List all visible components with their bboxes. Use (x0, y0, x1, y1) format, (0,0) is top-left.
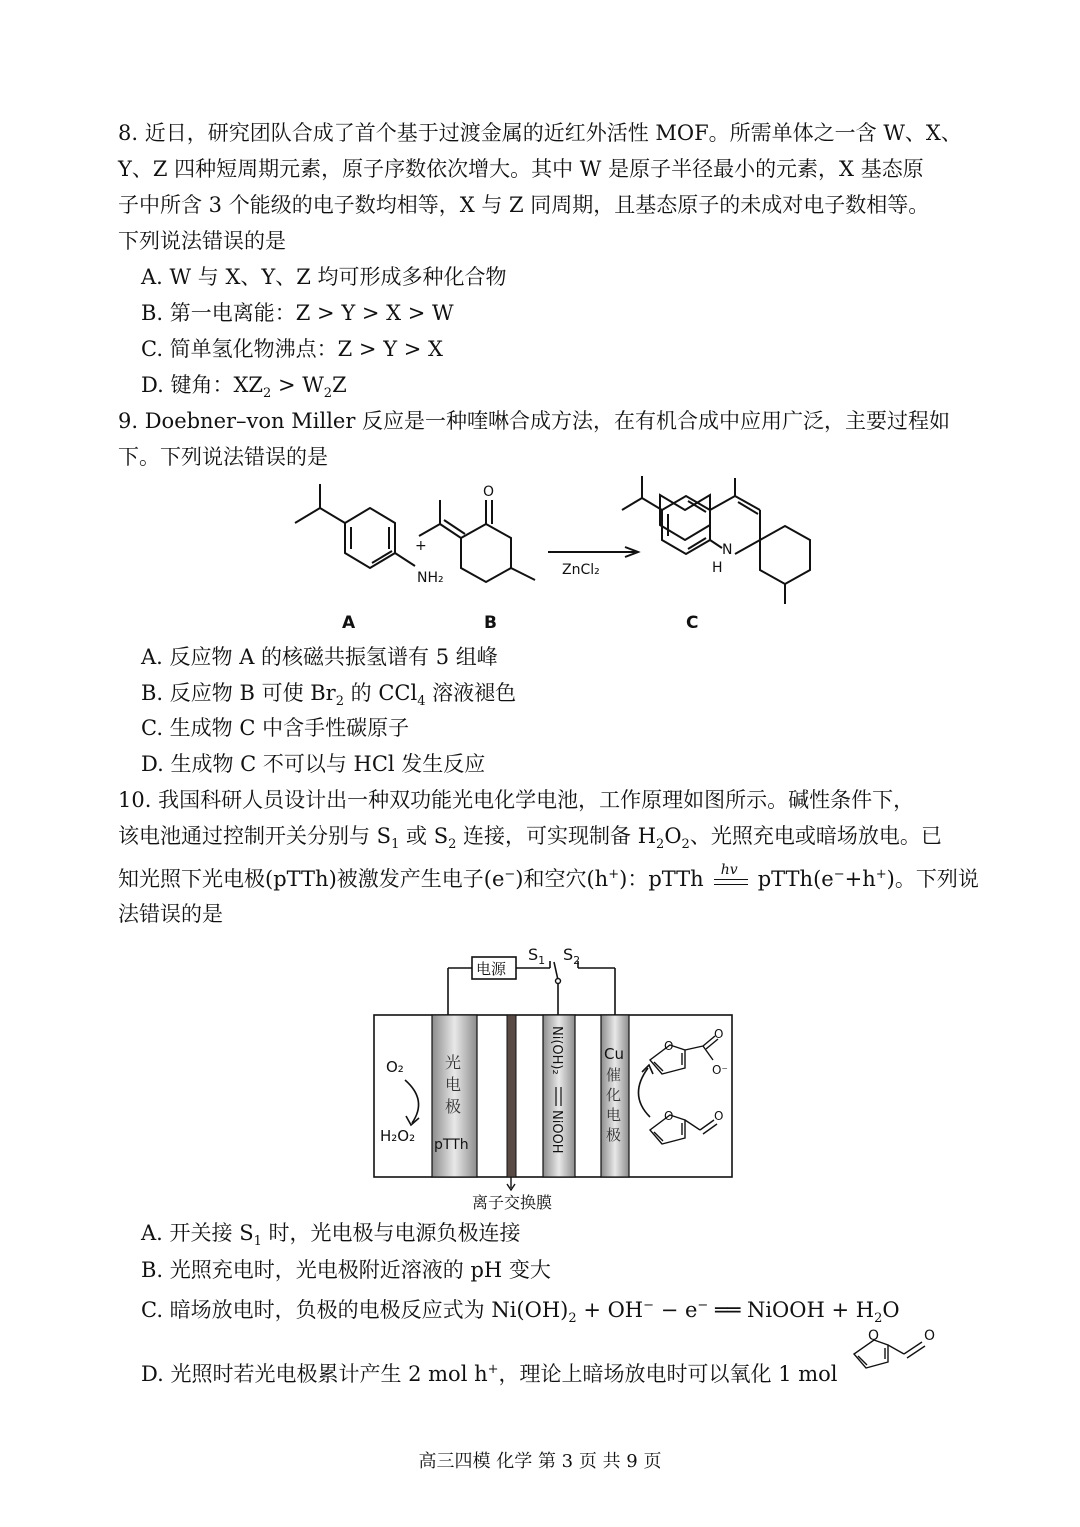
cu-catalyst-label-3: 电 (606, 1106, 622, 1124)
cu-catalyst-label-2: 化 (606, 1086, 622, 1104)
svg-text:O: O (924, 1328, 936, 1344)
power-source-label: 电源 (476, 960, 507, 978)
h-label: H (712, 560, 723, 576)
photo-excitation-equals: hv (714, 871, 748, 891)
membrane-label: 离子交换膜 (472, 1193, 553, 1212)
h2o2-label: H₂O₂ (380, 1127, 416, 1145)
nioh2-label: Ni(OH)₂ (549, 1026, 564, 1075)
svg-text:O: O (868, 1328, 880, 1344)
photo-electrode-label-3: 极 (445, 1097, 462, 1116)
q9-option-b: B. 反应物 B 可使 $Br_2$ 的 CCl$_4$ 溶液褪色 (141, 681, 517, 710)
photo-electrode-label-1: 光 (445, 1053, 462, 1072)
cu-catalyst-label-4: 极 (606, 1126, 622, 1144)
page-footer: 高三四模 化学 第 3 页 共 9 页 (418, 1451, 662, 1472)
furoate-ring-o: O (664, 1039, 674, 1053)
label-a: A (342, 613, 356, 633)
q9-option-d: D. 生成物 C 不可以与 HCl 发生反应 (141, 752, 486, 776)
q10-stem-line-1: 10. 我国科研人员设计出一种双功能光电化学电池，工作原理如图所示。碱性条件下， (118, 788, 915, 812)
q10-stem-line-4: 法错误的是 (118, 902, 223, 926)
q10-cell-diagram (0, 940, 1080, 1215)
q10-option-c: C. 暗场放电时，负极的电极反应式为 $Ni(OH)_2 + OH^- - e^-$ ══ NiOOH + $H_2O$ (141, 1298, 900, 1327)
furoate-anion-o: O⁻ (712, 1063, 728, 1077)
n-label: N (722, 542, 733, 558)
reagent-label: ZnCl₂ (562, 562, 600, 578)
photo-electrode-label-2: 电 (445, 1075, 462, 1094)
ptth-label: pTTh (434, 1137, 469, 1153)
q10-stem-line-2: 该电池通过控制开关分别与 $S_1$ 或 $S_2$ 连接，可实现制备 $H_2O_2$、光照充电或暗场放电。已 (118, 824, 942, 853)
o2-label: O₂ (386, 1058, 404, 1076)
furfural-structure-icon (846, 1322, 946, 1378)
q10-option-b: B. 光照充电时，光电极附近溶液的 pH 变大 (141, 1258, 551, 1282)
ketone-o-label: O (483, 484, 495, 500)
q8-option-d: D. 键角：$XZ_2 > W_2Z$ (141, 373, 347, 402)
q9-option-a: A. 反应物 A 的核磁共振氢谱有 5 组峰 (141, 645, 498, 669)
furoate-carbonyl-o: O (714, 1027, 724, 1041)
q8-stem-line-2: Y、Z 四种短周期元素，原子序数依次增大。其中 W 是原子半径最小的元素，X 基态原 (118, 157, 924, 181)
furfural-carbonyl-o: O (714, 1109, 724, 1123)
plus-sign: + (415, 538, 427, 554)
q8-option-a: A. W 与 X、Y、Z 均可形成多种化合物 (141, 265, 507, 289)
nh2-label: NH₂ (417, 570, 444, 586)
switch-s1-label: $S_1$ (528, 945, 546, 967)
cu-label: Cu (604, 1045, 624, 1063)
q8-stem-line-3: 子中所含 3 个能级的电子数均相等，X 与 Z 同周期，且基态原子的未成对电子数相等。 (118, 193, 930, 217)
q9-reaction-scheme (0, 470, 1080, 640)
q10-stem-line-3: 知光照下光电极(pTTh)被激发产生电子(e−)和空穴(h+)：pTTh hv pTTh(e−+h+)。下列说 (118, 861, 979, 891)
q8-option-b: B. 第一电离能：Z > Y > X > W (141, 301, 454, 325)
cu-catalyst-label-1: 催 (606, 1066, 622, 1084)
q10-option-d: D. 光照时若光电极累计产生 2 mol h+，理论上暗场放电时可以氧化 1 mol (141, 1362, 838, 1386)
niooh-label: NiOOH (549, 1110, 564, 1154)
q10-option-a: A. 开关接 $S_1$ 时，光电极与电源负极连接 (141, 1221, 521, 1250)
q8-stem-line-4: 下列说法错误的是 (118, 229, 286, 253)
furfural-ring-o: O (664, 1109, 674, 1123)
q8-stem-line-1: 8. 近日，研究团队合成了首个基于过渡金属的近红外活性 MOF。所需单体之一含 W、X、 (118, 121, 962, 145)
label-b: B (484, 613, 497, 633)
q9-stem-line-2: 下。下列说法错误的是 (118, 445, 328, 469)
switch-s2-label: $S_2$ (563, 945, 581, 967)
label-c: C (686, 613, 699, 633)
q9-option-c: C. 生成物 C 中含手性碳原子 (141, 716, 410, 740)
q8-option-c: C. 简单氢化物沸点：Z > Y > X (141, 337, 443, 361)
q9-stem-line-1: 9. Doebner–von Miller 反应是一种喹啉合成方法，在有机合成中应用广泛，主要过程如 (118, 409, 951, 433)
